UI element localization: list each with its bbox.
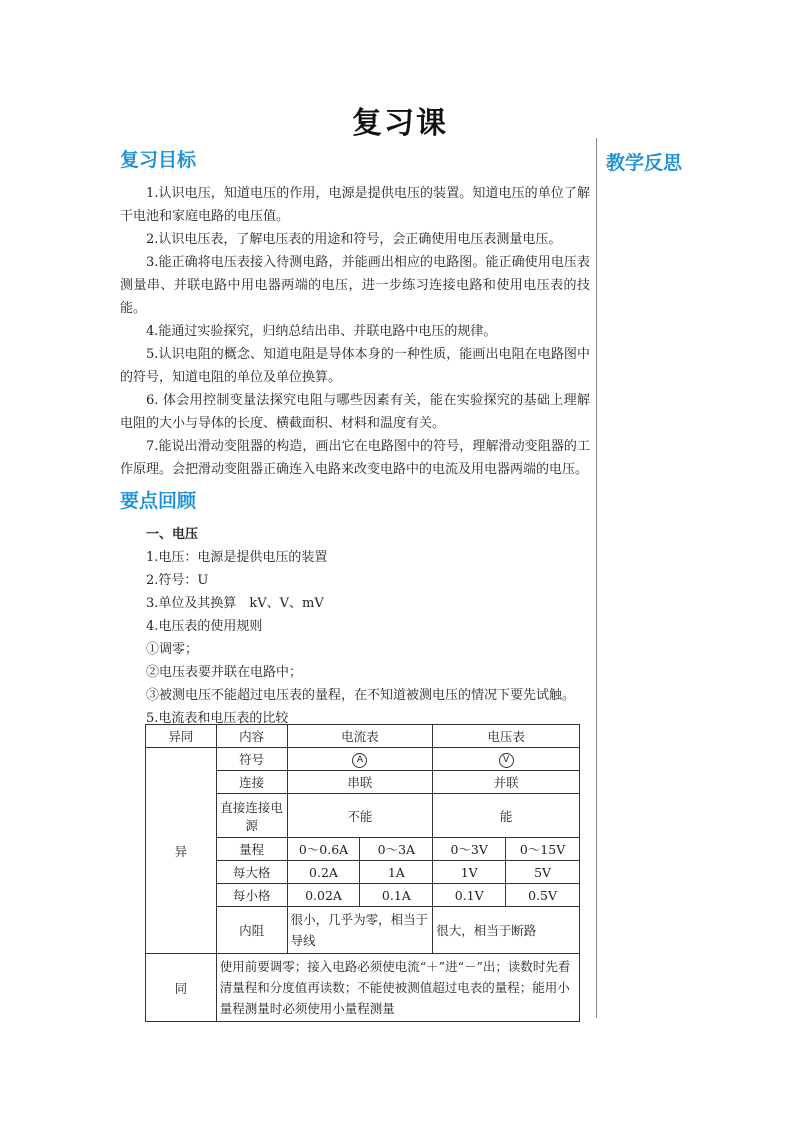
goal-item: 7.能说出滑动变阻器的构造，画出它在电路图中的符号，理解滑动变阻器的工作原理。会把滑动变阻器正确连入电路来改变电路中的电流及用电器两端的电压。 [120,439,590,477]
teaching-reflection-heading: 教学反思 [606,152,683,174]
goal-item: 6. 体会用控制变量法探究电阻与哪些因素有关，能在实验探究的基础上理解电阻的大小与导体的长度、横截面积、材料和温度有关。 [120,393,590,431]
review-line: ②电压表要并联在电路中； [146,665,303,680]
goal-item: 3.能正确将电压表接入待测电路，并能画出相应的电路图。能正确使用电压表测量串、并联电路中用电器两端的电压，进一步练习连接电路和使用电压表的技能。 [120,255,590,316]
range-cell: 0～0.6A [287,838,360,861]
small-division-cell: 0.1V [433,884,506,907]
ammeter-symbol-icon: A [352,753,367,768]
range-label: 量程 [216,838,287,861]
review-line: 5.电流表和电压表的比较 [146,711,289,726]
header-content: 内容 [216,725,287,748]
review-line: 2.符号：U [146,573,209,588]
review-line: ③被测电压不能超过电压表的量程，在不知道被测电压的情况下要先试触。 [146,688,576,703]
big-division-cell: 5V [506,861,580,884]
review-line: 3.单位及其换算 kV、V、mV [146,596,324,611]
voltmeter-connection: 并联 [433,771,580,794]
header-ammeter: 电流表 [287,725,433,748]
goal-item: 4.能通过实验探究，归纳总结出串、并联电路中电压的规律。 [146,324,497,339]
review-line: 4.电压表的使用规则 [146,619,263,634]
voltage-subheading: 一、电压 [146,527,199,542]
small-division-label: 每小格 [216,884,287,907]
range-cell: 0～3V [433,838,506,861]
comparison-table [145,724,580,1022]
symbol-label: 符号 [216,748,287,771]
voltmeter-symbol-icon: V [499,753,514,768]
range-cell: 0～15V [506,838,580,861]
ammeter-connection: 串联 [287,771,433,794]
big-division-cell: 0.2A [287,861,360,884]
direct-connect-label: 直接连接电源 [216,794,287,838]
header-voltmeter: 电压表 [433,725,580,748]
resistance-label: 内阻 [216,907,287,954]
connection-label: 连接 [216,771,287,794]
voltmeter-resistance: 很大，相当于断路 [433,907,580,954]
ammeter-symbol [287,748,433,771]
goals-heading: 复习目标 [120,149,197,171]
small-division-cell: 0.02A [287,884,360,907]
goal-item: 5.认识电阻的概念、知道电阻是导体本身的一种性质，能画出电阻在电路图中的符号，知道电阻的单位及单位换算。 [120,347,590,385]
big-division-cell: 1A [360,861,433,884]
ammeter-direct: 不能 [287,794,433,838]
small-division-cell: 0.1A [360,884,433,907]
review-line: 1.电压：电源是提供电压的装置 [146,550,328,565]
diff-label: 异 [146,748,217,954]
big-division-label: 每大格 [216,861,287,884]
column-divider [596,138,597,1018]
review-heading: 要点回顾 [120,490,197,512]
same-text: 使用前要调零；接入电路必须使电流“＋”进“－”出；读数时先看清量程和分度值再读数；不能使被测值超过电表的量程；能用小量程测量时必须使用小量程测量 [216,954,579,1022]
voltmeter-direct: 能 [433,794,580,838]
header-diff: 异同 [146,725,217,748]
goal-item: 1.认识电压，知道电压的作用，电源是提供电压的装置。知道电压的单位了解干电池和家庭电路的电压值。 [120,186,590,224]
page-title: 复习课 [352,106,448,141]
voltmeter-symbol [433,748,580,771]
main-column [120,146,590,730]
big-division-cell: 1V [433,861,506,884]
range-cell: 0～3A [360,838,433,861]
small-division-cell: 0.5V [506,884,580,907]
goal-item: 2.认识电压表，了解电压表的用途和符号，会正确使用电压表测量电压。 [146,232,562,247]
review-line: ①调零； [146,642,199,657]
ammeter-resistance: 很小，几乎为零，相当于导线 [287,907,433,954]
same-label: 同 [146,954,217,1022]
